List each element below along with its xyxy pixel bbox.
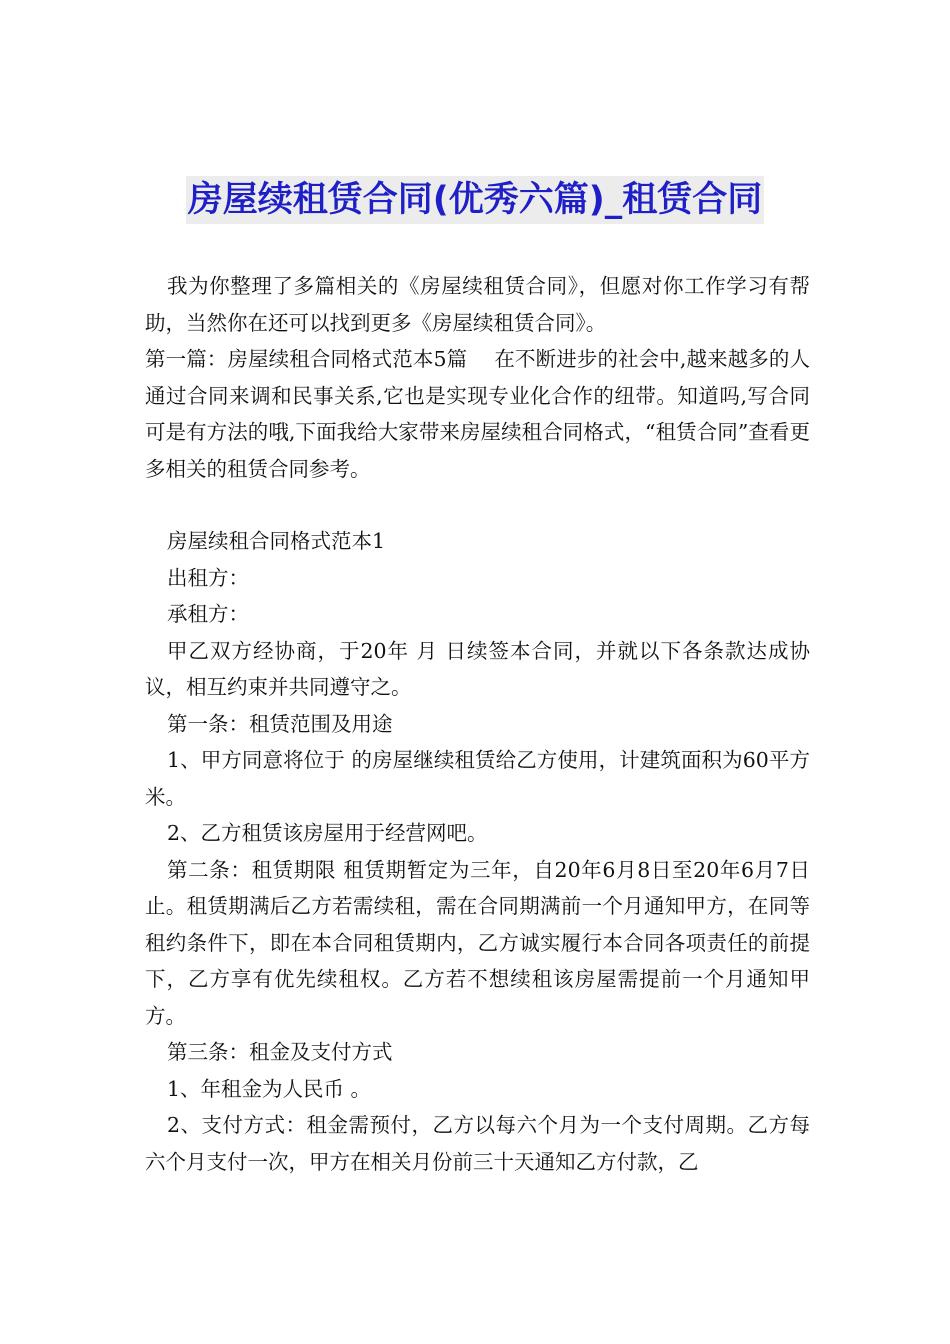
document-title: 房屋续租赁合同(优秀六篇)_租赁合同 [186,176,765,224]
clause-3-item-1: 1、年租金为人民币 。 [167,1076,372,1101]
clause-1-heading: 第一条：租赁范围及用途 [167,711,393,736]
agreement-paragraph: 甲乙双方经协商，于20年 月 日续签本合同，并就以下各条款达成协议，相互约束并共同遵守之。 [145,638,810,699]
clause-2-paragraph: 第二条：租赁期限 租赁期暂定为三年，自20年6月8日至20年6月7日止。租赁期满后乙方若需续租，需在合同期满前一个月通知甲方，在同等租约条件下，即在本合同租赁期内，乙方诚实履行本合同各项责任的前提下，乙方享有优先续租权。乙方若不想续租该房屋需提前一个月通知甲方。 [145,857,810,1028]
template-heading: 房屋续租合同格式范本1 [167,529,386,553]
first-article-paragraph: 第一篇：房屋续租合同格式范本5篇 在不断进步的社会中,越来越多的人通过合同来调和民事关系,它也是实现专业化合作的纽带。知道吗,写合同可是有方法的哦,下面我给大家带来房屋续租合同格式，“租赁合同”查看更多相关的租赁合同参考。 [145,347,810,481]
clause-3-heading: 第三条：租金及支付方式 [167,1040,393,1064]
title-container [0,176,950,224]
clause-1-item-1: 1、甲方同意将位于 的房屋继续租赁给乙方使用，计建筑面积为60平方米。 [145,748,810,809]
paragraph-spacer [145,487,810,523]
clause-1-item-2: 2、乙方租赁该房屋用于经营网吧。 [167,821,488,845]
intro-paragraph: 我为你整理了多篇相关的《房屋续租赁合同》，但愿对你工作学习有帮助，当然你在还可以找到更多《房屋续租赁合同》。 [145,274,810,335]
lessee-line: 承租方： [167,602,249,626]
lessor-line: 出租方： [167,565,249,590]
document-body [145,268,810,1180]
clause-3-item-2: 2、支付方式：租金需预付，乙方以每六个月为一个支付周期。乙方每六个月支付一次，甲方在相关月份前三十天通知乙方付款，乙 [145,1113,810,1174]
